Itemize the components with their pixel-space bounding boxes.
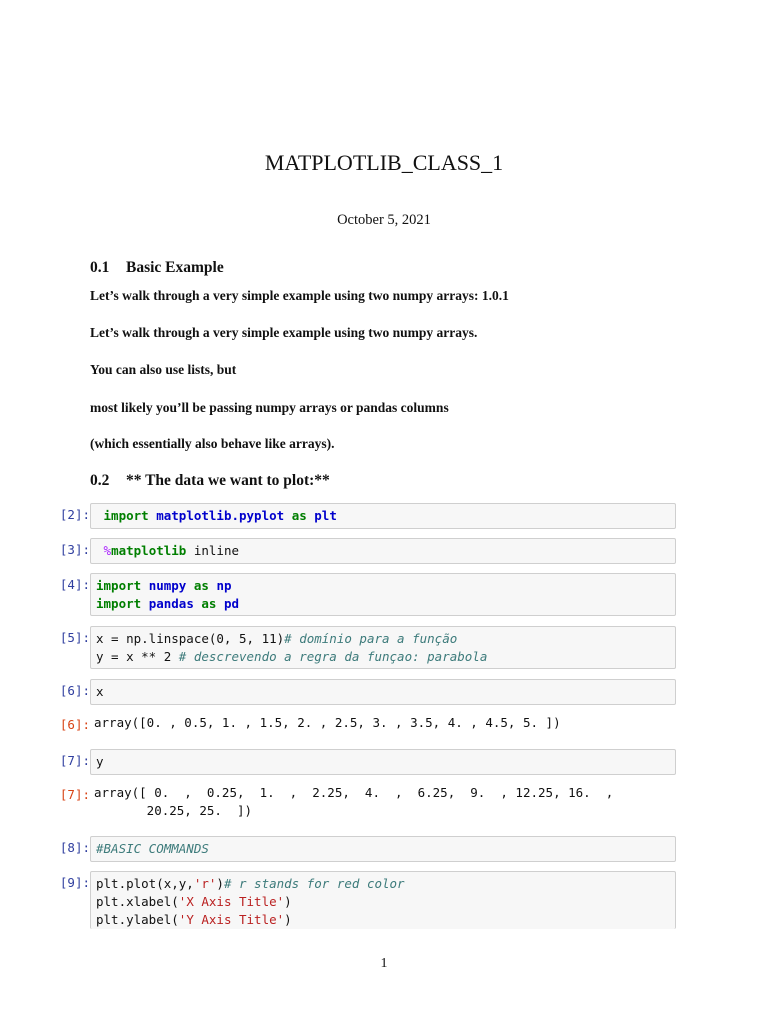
page-number: 1 [380,956,388,971]
paragraph-2: Let’s walk through a very simple example using two numpy arrays. [90,325,478,340]
input-prompt: [8]: [59,840,90,855]
input-prompt: [6]: [59,683,90,698]
paragraph-3: You can also use lists, but [90,362,237,377]
paragraph-4: most likely you’ll be passing numpy arrays or pandas columns [90,400,449,415]
section-title: ** The data we want to plot:** [126,472,330,489]
document-title: MATPLOTLIB_CLASS_1 [264,150,504,175]
input-prompt: [5]: [59,630,90,645]
input-prompt: [9]: [59,875,90,890]
output-prompt: [6]: [59,717,90,732]
paragraph-1: Let’s walk through a very simple example using two numpy arrays: 1.0.1 [90,288,509,303]
output-prompt: [7]: [59,787,90,802]
input-prompt: [3]: [59,542,90,557]
section-number: 0.2 [90,472,110,489]
code-cell-2[interactable]: import matplotlib.pyplot as plt [90,503,676,529]
output-6: array([0. , 0.5, 1. , 1.5, 2. , 2.5, 3. , 3.5, 4. , 4.5, 5. ]) [94,715,561,730]
document-date: October 5, 2021 [337,212,431,228]
code-cell-7[interactable]: y [90,749,676,775]
section-heading-basic-example [90,259,224,277]
section-title: Basic Example [126,259,224,276]
section-heading-data-to-plot [90,472,330,490]
paragraph-5: (which essentially also behave like arrays). [90,436,335,451]
code-cell-8[interactable]: #BASIC COMMANDS [90,836,676,862]
code-cell-4[interactable]: import numpy as np import pandas as pd [90,573,676,616]
input-prompt: [2]: [59,507,90,522]
code-cell-3[interactable]: %matplotlib inline [90,538,676,564]
input-prompt: [7]: [59,753,90,768]
code-cell-5[interactable]: x = np.linspace(0, 5, 11)# domínio para a função y = x ** 2 # descrevendo a regra da funçao: parabola [90,626,676,669]
section-number: 0.1 [90,259,110,276]
input-prompt: [4]: [59,577,90,592]
output-7: array([ 0. , 0.25, 1. , 2.25, 4. , 6.25, 9. , 12.25, 16. , 20.25, 25. ]) [94,785,614,818]
code-cell-6[interactable]: x [90,679,676,705]
code-cell-9[interactable]: plt.plot(x,y,'r')# r stands for red color plt.xlabel('X Axis Title') plt.ylabel('Y Axis Title') [90,871,676,929]
